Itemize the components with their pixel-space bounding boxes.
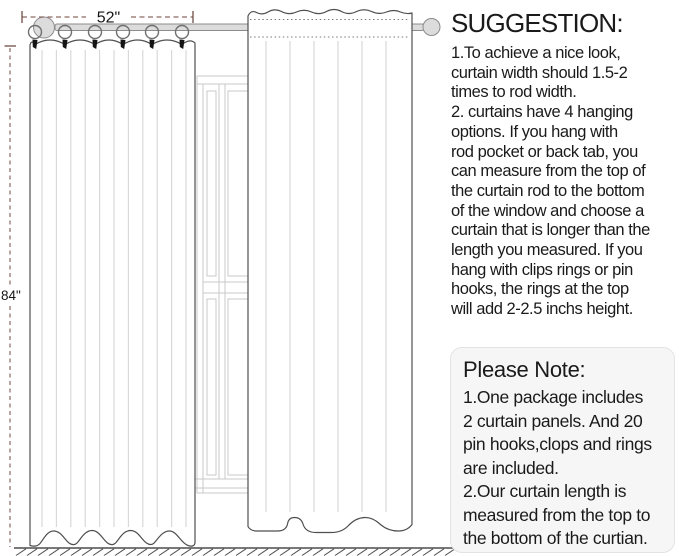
suggestion-text: [451, 44, 679, 320]
suggestion-line: length you measured. If you: [451, 241, 643, 260]
please-note-title: Please Note:: [463, 357, 586, 382]
please-note-line: 2.Our curtain length is: [463, 481, 627, 501]
clip-ring-curtain-panel: [29, 26, 196, 547]
please-note-line: pin hooks,clops and rings: [463, 434, 652, 454]
please-note-text: [463, 386, 674, 551]
please-note-line: are included.: [463, 457, 559, 478]
suggestion-line: curtain width should 1.5-2: [451, 63, 628, 82]
suggestion-line: will add 2-2.5 inchs height.: [451, 300, 633, 319]
floor-hatching: [16, 549, 455, 556]
suggestion-line: hooks, the rings at the top: [451, 280, 629, 299]
rod-pocket-curtain-panel: [248, 10, 412, 533]
suggestion-section: [451, 6, 679, 320]
suggestion-line: of the window and choose a: [451, 201, 644, 220]
suggestion-line: 1.To achieve a nice look,: [451, 44, 621, 62]
rod-finial-right: [423, 19, 440, 36]
suggestion-line: times to rod width.: [451, 83, 577, 102]
suggestion-line: hang with clips rings or pin: [451, 260, 633, 279]
please-note-box: [450, 347, 675, 553]
please-note-line: 1.One package includes: [463, 387, 644, 407]
suggestion-line: 2. curtains have 4 hanging: [451, 103, 633, 122]
suggestion-title: SUGGESTION:: [451, 8, 623, 38]
suggestion-line: the curtain rod to the bottom: [451, 181, 645, 200]
please-note-line: 2 curtain panels. And 20: [463, 410, 643, 431]
please-note-line: measured from the top to: [463, 504, 651, 525]
floor-line: [14, 548, 457, 556]
suggestion-line: curtain that is longer than the: [451, 221, 650, 240]
rod-finial-left: [34, 17, 55, 38]
curtain-length-label: 84": [1, 288, 21, 303]
suggestion-line: can measure from the top of: [451, 162, 646, 181]
suggestion-line: rod pocket or back tab, you: [451, 142, 638, 161]
height-dimension-line: [1, 46, 21, 547]
rod-width-label: 52": [96, 9, 121, 27]
suggestion-line: options. If you hang with: [451, 122, 618, 141]
please-note-line: the bottom of the curtian.: [463, 528, 648, 548]
